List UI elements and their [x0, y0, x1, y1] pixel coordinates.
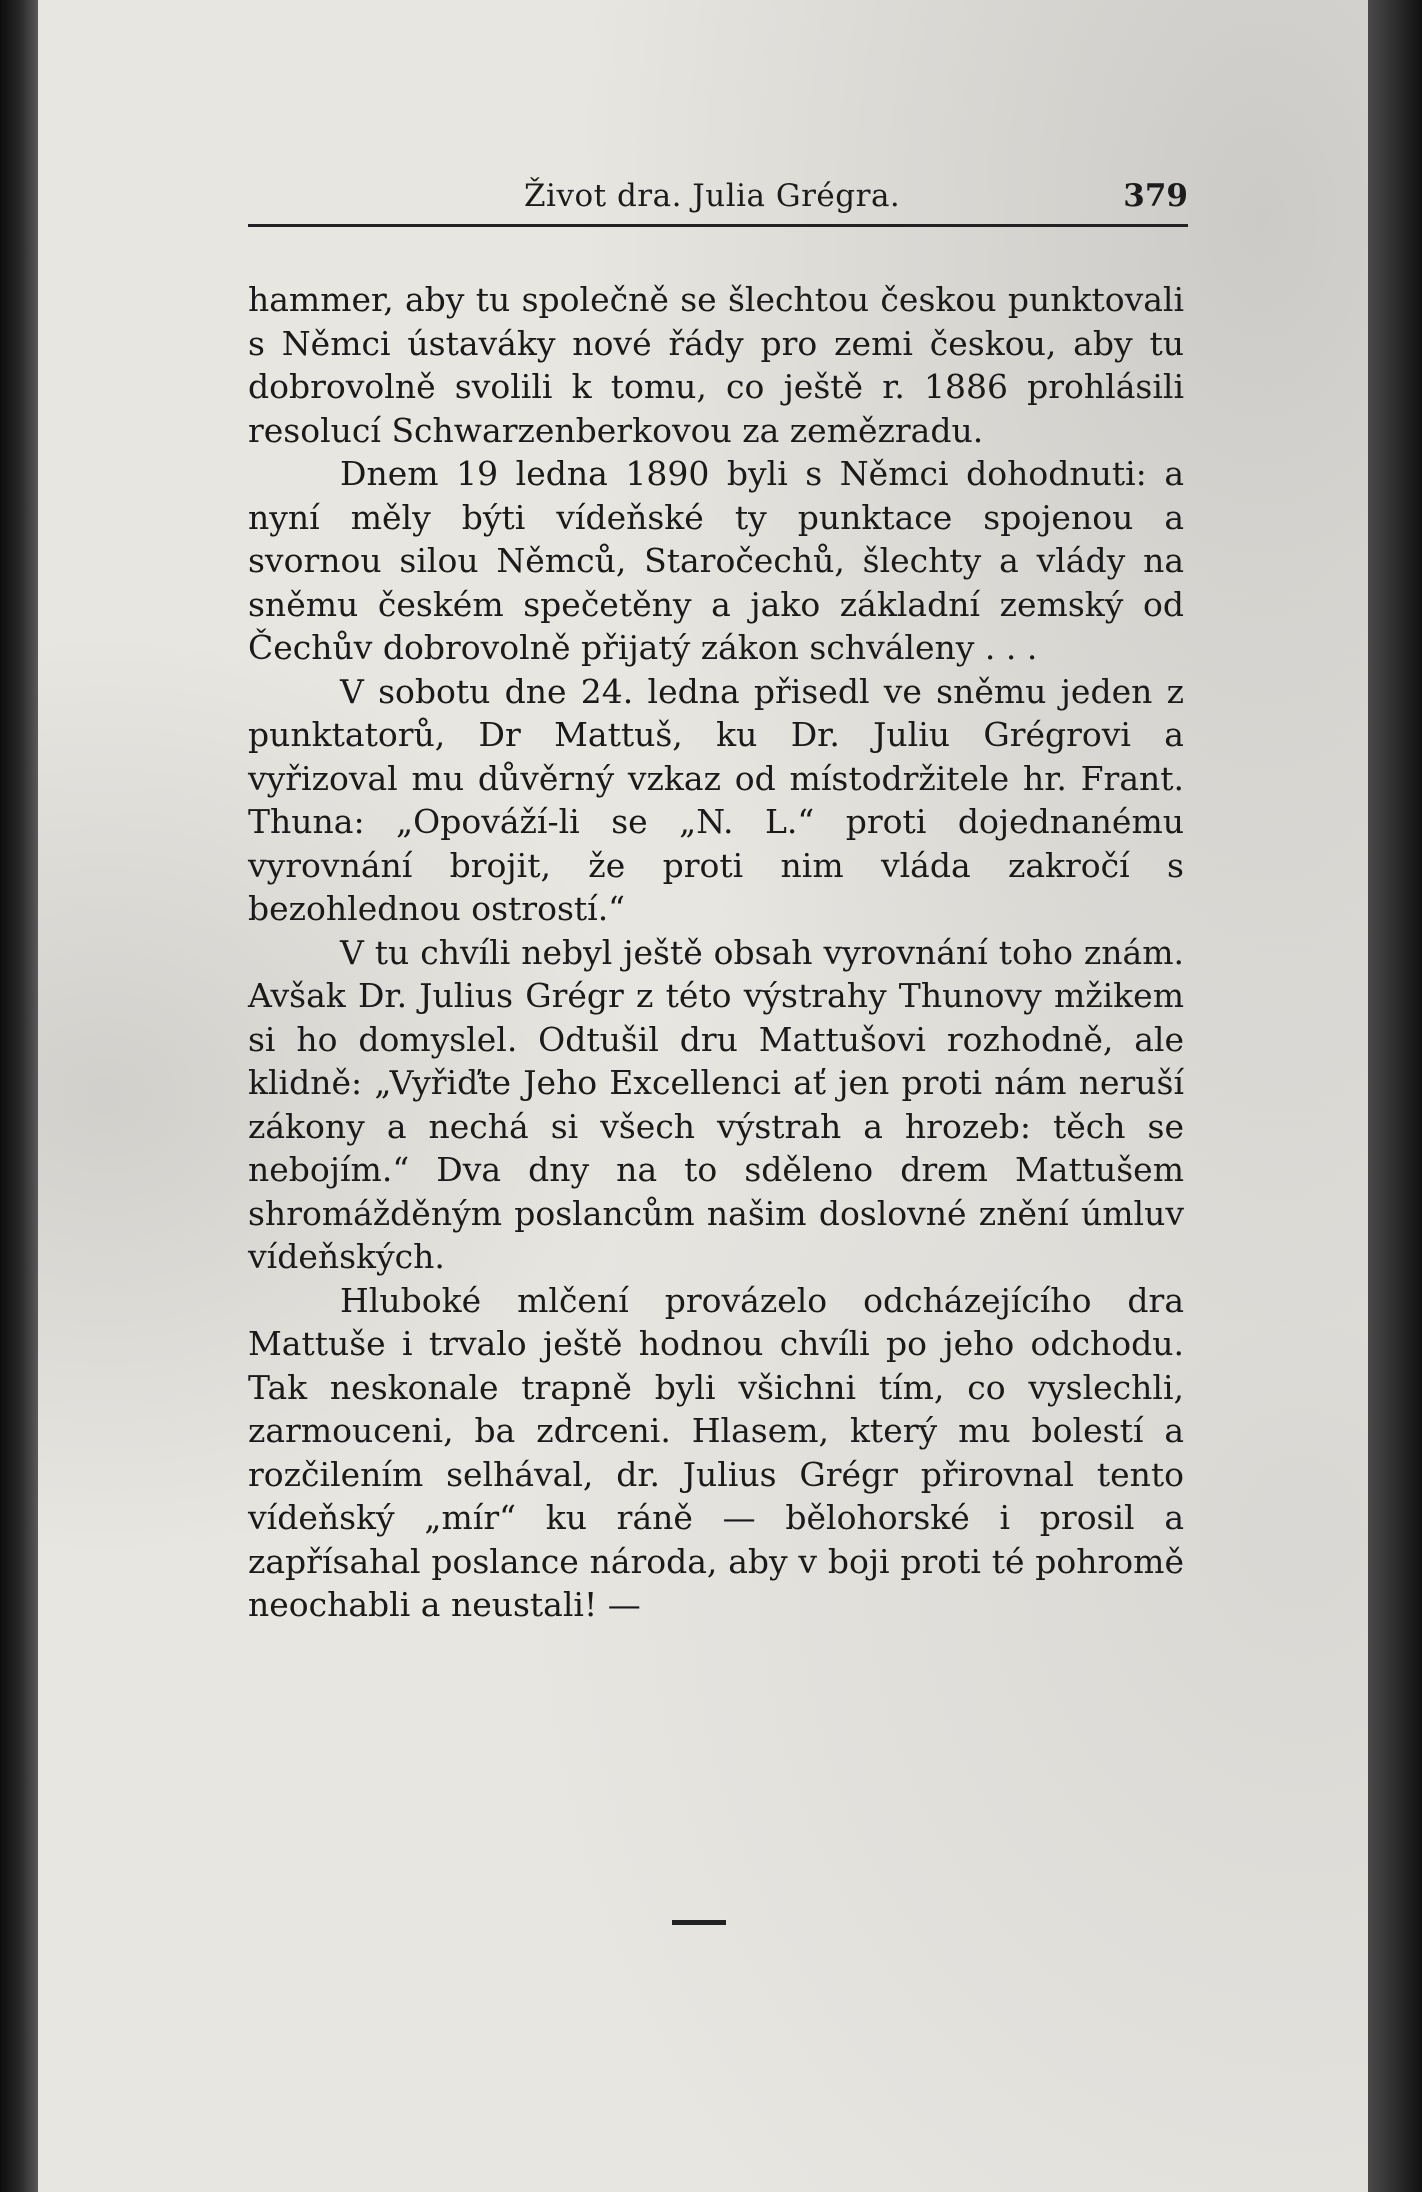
paragraph-1: hammer, aby tu společně se šlechtou českou punktovali s Němci ústaváky nové řády pro zemi českou, aby tu dobrovolně svolili k tomu, co ještě r. 1886 prohlásili resolucí Schwarzenberkovou za zemězradu.: [248, 280, 1184, 450]
page-edge-shadow: [1368, 0, 1422, 2192]
book-page: [38, 0, 1368, 2192]
paragraph-4: V tu chvíli nebyl ještě obsah vyrovnání toho znám. Avšak Dr. Julius Grégr z této výstrahy Thunovy mžikem si ho domyslel. Odtušil dru Mattušovi rozhodně, ale klidně: „Vyřiďte Jeho Excellenci ať jen proti nám neruší zákony a nechá si všech výstrah a hrozeb: těch se nebojím.“ Dva dny na to sděleno drem Mattušem shromážděným poslancům našim doslovné znění úmluv vídeňských.: [248, 932, 1184, 1276]
page-header: [248, 178, 1188, 227]
running-title: Život dra. Julia Grégra.: [524, 178, 901, 214]
body-text: [248, 278, 1184, 1627]
paragraph-2: Dnem 19 ledna 1890 byli s Němci dohodnuti: a nyní měly býti vídeňské ty punktace spojenou a svornou silou Němců, Staročechů, šlechty a vlády na sněmu českém spečetěny a jako základní zemský od Čechův dobrovolně přijatý zákon schváleny . . .: [248, 454, 1184, 667]
paragraph-5: Hluboké mlčení provázelo odcházejícího dra Mattuše i trvalo ještě hodnou chvíli po jeho odchodu. Tak neskonale trapně byli všichni tím, co vyslechli, zarmouceni, ba zdrceni. Hlasem, který mu bolestí a rozčilením selhával, dr. Julius Grégr přirovnal tento vídeňský „mír“ ku ráně — bělohorské i prosil a zapřísahal poslance národa, aby v boji proti té pohromě neochabli a neustali! —: [248, 1280, 1184, 1624]
footer-mark: [672, 1920, 726, 1925]
paragraph-3: V sobotu dne 24. ledna přisedl ve sněmu jeden z punktatorů, Dr Mattuš, ku Dr. Juliu Grégrovi a vyřizoval mu důvěrný vzkaz od místodržitele hr. Frant. Thuna: „Opováží-li se „N. L.“ proti dojednanému vyrovnání brojit, že proti nim vláda zakročí s bezohlednou ostrostí.“: [248, 671, 1184, 928]
page-number: 379: [1123, 178, 1188, 214]
book-spine-shadow: [0, 0, 38, 2192]
